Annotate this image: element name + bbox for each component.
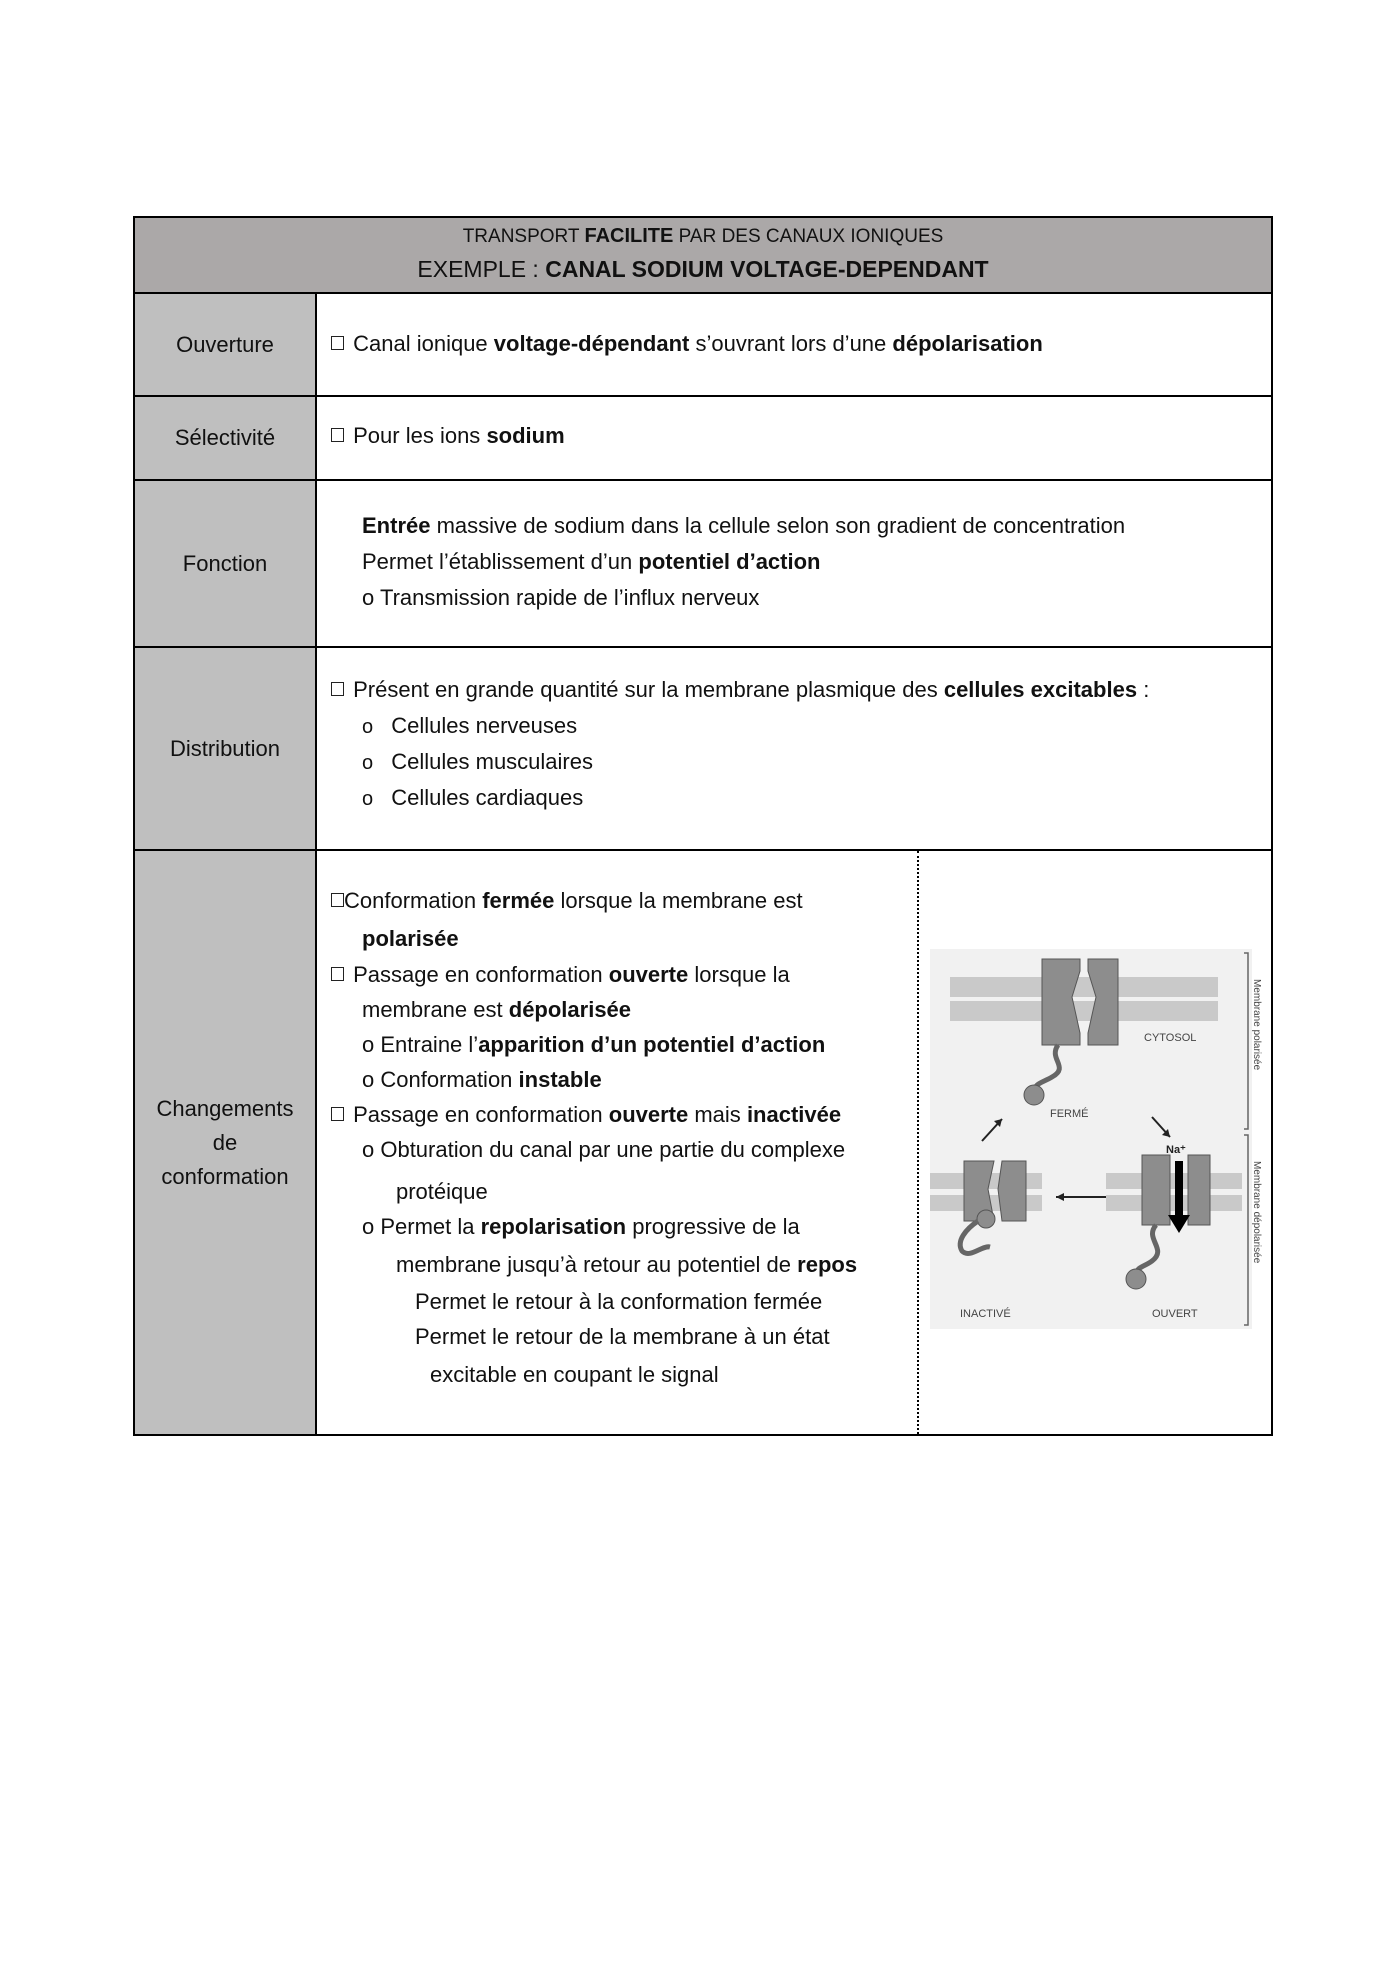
text-line bbox=[362, 1027, 825, 1063]
row-label bbox=[135, 851, 317, 1434]
text-line bbox=[396, 1247, 857, 1283]
text-line bbox=[362, 1209, 800, 1245]
membrane-layer bbox=[950, 1001, 1218, 1021]
text: Permet l’établissement d’un bbox=[362, 549, 633, 574]
header-text: EXEMPLE : bbox=[417, 256, 539, 282]
text: Pour les ions bbox=[353, 423, 481, 448]
header-line-1 bbox=[135, 222, 1271, 251]
bold-text: repos bbox=[797, 1252, 858, 1277]
list-item bbox=[362, 780, 583, 817]
text-line bbox=[362, 544, 821, 580]
label-ferme: FERMÉ bbox=[1050, 1108, 1089, 1120]
label-cytosol: CYTOSOL bbox=[1144, 1032, 1197, 1044]
membrane-layer bbox=[1106, 1173, 1242, 1189]
list-item bbox=[362, 744, 593, 781]
label-na: Na⁺ bbox=[1166, 1144, 1186, 1156]
bold-text: apparition d’un potentiel d’action bbox=[478, 1032, 826, 1057]
text: Passage en conformation bbox=[353, 962, 603, 987]
text: : bbox=[1143, 677, 1150, 702]
label-ouvert: OUVERT bbox=[1152, 1308, 1198, 1320]
bold-text: Entrée bbox=[362, 513, 431, 538]
sodium-flow-arrow bbox=[1175, 1161, 1183, 1217]
bold-text: instable bbox=[518, 1067, 602, 1092]
bold-text: fermée bbox=[482, 888, 555, 913]
text: lorsque la bbox=[694, 962, 790, 987]
text: Conformation bbox=[344, 888, 477, 913]
checkbox-icon bbox=[331, 893, 344, 907]
text: Passage en conformation bbox=[353, 1102, 603, 1127]
text-line: Permet le retour de la membrane à un état bbox=[415, 1324, 830, 1349]
row-content bbox=[317, 851, 1271, 1434]
text-line: o Obturation du canal par une partie du complexe bbox=[362, 1137, 846, 1162]
side-label-depolarisee: Membrane dépolarisée bbox=[1251, 1161, 1262, 1264]
checkbox-icon bbox=[331, 967, 344, 981]
text: progressive de la bbox=[632, 1214, 800, 1239]
bold-text: repolarisation bbox=[480, 1214, 627, 1239]
text-line bbox=[331, 418, 565, 454]
row-content bbox=[317, 294, 1271, 395]
text: Présent en grande quantité sur la membrane plasmique des bbox=[353, 677, 938, 702]
text-line bbox=[331, 1097, 841, 1133]
text-line bbox=[362, 508, 1125, 544]
text: s’ouvrant lors d’une bbox=[695, 331, 887, 356]
text-line bbox=[331, 672, 1149, 708]
header-text: TRANSPORT bbox=[462, 226, 580, 247]
bullet-icon: o bbox=[362, 752, 374, 774]
text-line bbox=[362, 921, 459, 957]
bold-text: potentiel d’action bbox=[638, 549, 821, 574]
row-distribution bbox=[135, 648, 1271, 851]
dotted-divider bbox=[917, 851, 919, 1434]
bold-text: ouverte bbox=[608, 962, 689, 987]
label-line: Changements bbox=[156, 1095, 294, 1121]
text-line bbox=[362, 992, 631, 1028]
row-fonction bbox=[135, 481, 1271, 648]
text-line bbox=[331, 883, 803, 919]
label-line: de bbox=[212, 1129, 238, 1155]
bold-text: polarisée bbox=[362, 926, 459, 951]
checkbox-icon bbox=[331, 1107, 344, 1121]
bold-text: ouverte bbox=[608, 1102, 689, 1127]
header-bold: FACILITE bbox=[584, 225, 674, 247]
checkbox-icon bbox=[331, 682, 344, 696]
text: membrane jusqu’à retour au potentiel de bbox=[396, 1252, 792, 1277]
bold-text: dépolarisation bbox=[892, 331, 1043, 356]
bullet-icon: o bbox=[362, 716, 374, 738]
bold-text: dépolarisée bbox=[508, 997, 632, 1022]
text-line: protéique bbox=[396, 1179, 488, 1204]
bold-text: inactivée bbox=[746, 1102, 842, 1127]
text: o Permet la bbox=[362, 1214, 475, 1239]
list-item bbox=[362, 708, 577, 745]
header-text: PAR DES CANAUX IONIQUES bbox=[678, 226, 944, 247]
row-changements bbox=[135, 851, 1271, 1434]
text-line: excitable en coupant le signal bbox=[430, 1362, 719, 1387]
row-content bbox=[317, 648, 1271, 849]
text: Canal ionique bbox=[353, 331, 488, 356]
header-title: CANAL SODIUM VOLTAGE-DEPENDANT bbox=[545, 256, 989, 282]
text: mais bbox=[694, 1102, 741, 1127]
membrane-layer bbox=[1106, 1195, 1242, 1211]
row-label: Distribution bbox=[135, 648, 317, 849]
header-line-2 bbox=[135, 251, 1271, 287]
membrane-layer bbox=[950, 977, 1218, 997]
bold-text: cellules excitables bbox=[943, 677, 1138, 702]
text: o Entraine l’ bbox=[362, 1032, 479, 1057]
row-content bbox=[317, 481, 1271, 646]
row-label: Fonction bbox=[135, 481, 317, 646]
text-line: o Transmission rapide de l’influx nerveux bbox=[362, 585, 760, 610]
row-label: Ouverture bbox=[135, 294, 317, 395]
bold-text: voltage-dépendant bbox=[493, 331, 690, 356]
label-line: conformation bbox=[161, 1163, 289, 1189]
sodium-channel-diagram bbox=[930, 949, 1270, 1329]
row-content bbox=[317, 397, 1271, 479]
text-line bbox=[331, 326, 1043, 362]
bold-text: sodium bbox=[486, 423, 565, 448]
list-item-text: Cellules nerveuses bbox=[391, 713, 578, 738]
list-item-text: Cellules musculaires bbox=[391, 749, 593, 774]
text: o Conformation bbox=[362, 1067, 513, 1092]
row-label: Sélectivité bbox=[135, 397, 317, 479]
text-line bbox=[331, 957, 790, 993]
bullet-icon: o bbox=[362, 788, 374, 810]
text: massive de sodium dans la cellule selon son gradient de concentration bbox=[436, 513, 1126, 538]
label-inactive: INACTIVÉ bbox=[960, 1308, 1011, 1320]
side-label-polarisee: Membrane polarisée bbox=[1251, 979, 1262, 1071]
row-selectivite bbox=[135, 397, 1271, 481]
checkbox-icon bbox=[331, 336, 344, 350]
table-header bbox=[135, 218, 1271, 294]
text-line bbox=[362, 1062, 602, 1098]
row-ouverture bbox=[135, 294, 1271, 397]
text: membrane est bbox=[362, 997, 503, 1022]
text-line: Permet le retour à la conformation fermée bbox=[415, 1289, 823, 1314]
info-table bbox=[133, 216, 1273, 1436]
text: lorsque la membrane est bbox=[560, 888, 803, 913]
list-item-text: Cellules cardiaques bbox=[391, 785, 584, 810]
checkbox-icon bbox=[331, 428, 344, 442]
